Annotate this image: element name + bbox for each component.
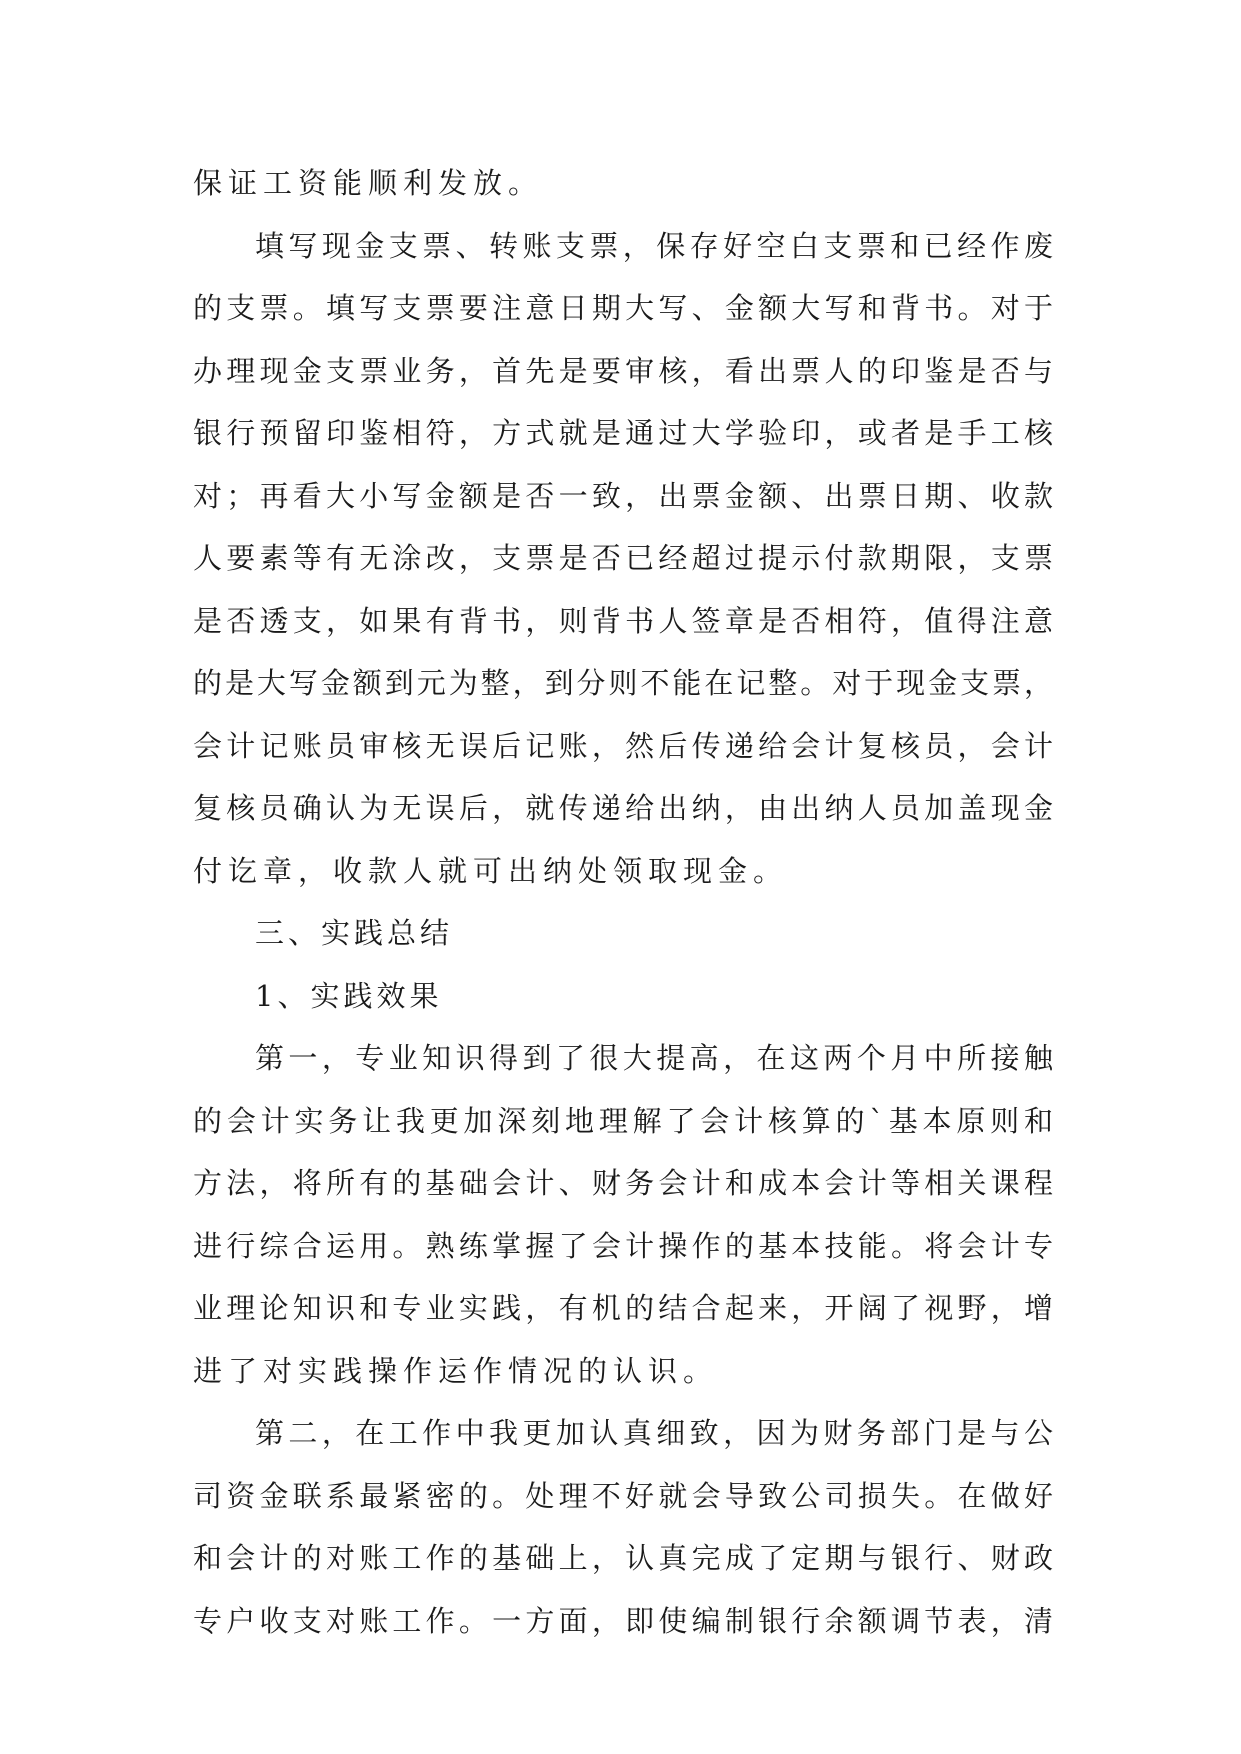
- text-line: 复核员确认为无误后，就传递给出纳，由出纳人员加盖现金: [193, 791, 1053, 825]
- text-line: 的支票。填写支票要注意日期大写、金额大写和背书。对于: [193, 291, 1053, 325]
- text-line: 进行综合运用。熟练掌握了会计操作的基本技能。将会计专: [193, 1228, 1053, 1263]
- paragraph-start-line: 填写现金支票、转账支票，保存好空白支票和已经作废: [255, 228, 1053, 263]
- section-heading: 三、实践总结: [255, 916, 454, 950]
- document-body: [193, 152, 1053, 1652]
- text-line: 银行预留印鉴相符，方式就是通过大学验印，或者是手工核: [193, 416, 1053, 450]
- paragraph-start-line: 第一，专业知识得到了很大提高，在这两个月中所接触: [255, 1041, 1053, 1075]
- text-line: 人要素等有无涂改，支票是否已经超过提示付款期限，支票: [193, 541, 1053, 575]
- text-line: 进了对实践操作运作情况的认识。: [193, 1353, 719, 1388]
- text-line: 方法，将所有的基础会计、财务会计和成本会计等相关课程: [193, 1166, 1053, 1200]
- text-line: 付讫章，收款人就可出纳处领取现金。: [193, 853, 789, 888]
- text-line: 办理现金支票业务，首先是要审核，看出票人的印鉴是否与: [193, 353, 1053, 388]
- paragraph-start-line: 第二，在工作中我更加认真细致，因为财务部门是与公: [255, 1416, 1053, 1450]
- text-line: 对；再看大小写金额是否一致，出票金额、出票日期、收款: [193, 478, 1053, 513]
- text-line: 业理论知识和专业实践，有机的结合起来，开阔了视野，增: [193, 1291, 1053, 1325]
- text-line: 司资金联系最紧密的。处理不好就会导致公司损失。在做好: [193, 1478, 1053, 1513]
- subsection-heading: 1、实践效果: [255, 978, 443, 1013]
- text-line: 的会计实务让我更加深刻地理解了会计核算的`基本原则和: [193, 1103, 1053, 1138]
- text-line: 是否透支，如果有背书，则背书人签章是否相符，值得注意: [193, 603, 1053, 638]
- text-line: 的是大写金额到元为整，到分则不能在记整。对于现金支票，: [193, 666, 1053, 700]
- text-line: 保证工资能顺利发放。: [193, 166, 544, 200]
- text-line: 和会计的对账工作的基础上，认真完成了定期与银行、财政: [193, 1541, 1053, 1575]
- text-line: 会计记账员审核无误后记账，然后传递给会计复核员，会计: [193, 728, 1053, 763]
- text-line: 专户收支对账工作。一方面，即使编制银行余额调节表，清: [193, 1603, 1053, 1638]
